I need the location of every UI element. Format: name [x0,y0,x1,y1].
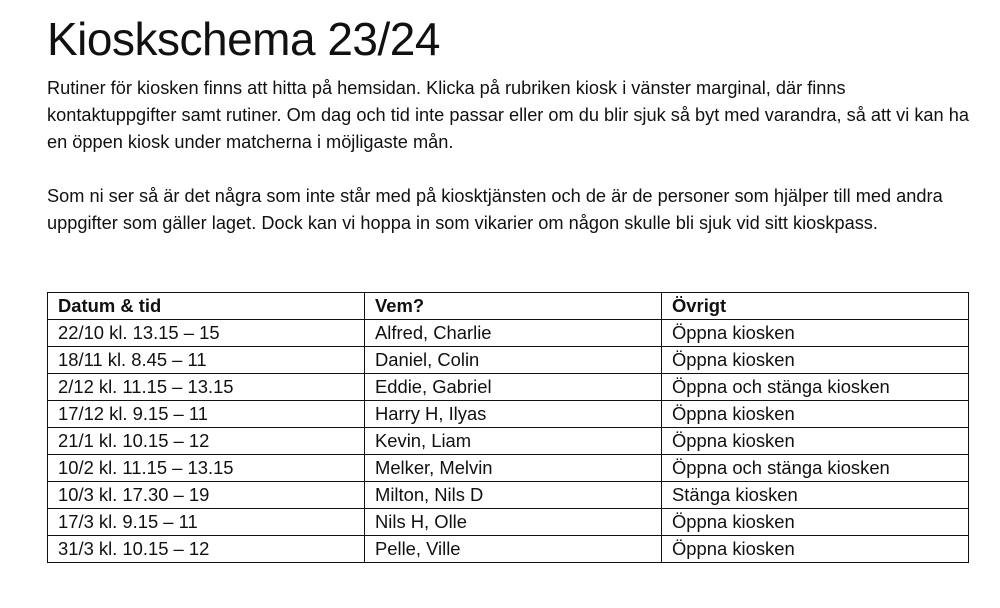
cell-date: 10/3 kl. 17.30 – 19 [48,482,365,509]
intro-paragraph: Rutiner för kiosken finns att hitta på hemsidan. Klicka på rubriken kiosk i vänster marginal, där finns kontaktuppgifter samt rutiner. Om dag och tid inte passar eller om du blir sjuk så byt med varandra, så att vi kan ha en öppen kiosk under matcherna i möjligaste mån. [47,78,969,152]
cell-who: Melker, Melvin [365,455,662,482]
table-header-row [48,293,969,320]
cell-date: 2/12 kl. 11.15 – 13.15 [48,374,365,401]
cell-other: Stänga kiosken [662,482,969,509]
column-header-other: Övrigt [662,293,969,320]
table-row [48,428,969,455]
table-row [48,455,969,482]
info-paragraph: Som ni ser så är det några som inte står med på kiosktjänsten och de är de personer som hjälper till med andra uppgifter som gäller laget. Dock kan vi hoppa in som vikarier om någon skulle bli sjuk vid sitt kioskpass. [47,186,943,233]
table-row [48,509,969,536]
cell-who: Kevin, Liam [365,428,662,455]
cell-other: Öppna och stänga kiosken [662,455,969,482]
cell-other: Öppna kiosken [662,536,969,563]
schedule-table [47,292,969,563]
cell-other: Öppna kiosken [662,428,969,455]
cell-date: 31/3 kl. 10.15 – 12 [48,536,365,563]
cell-other: Öppna kiosken [662,347,969,374]
table-row [48,347,969,374]
cell-date: 22/10 kl. 13.15 – 15 [48,320,365,347]
table-row [48,320,969,347]
cell-who: Milton, Nils D [365,482,662,509]
table-row [48,536,969,563]
cell-date: 17/3 kl. 9.15 – 11 [48,509,365,536]
column-header-who: Vem? [365,293,662,320]
cell-date: 10/2 kl. 11.15 – 13.15 [48,455,365,482]
page-title: Kioskschema 23/24 [47,13,440,65]
cell-who: Nils H, Olle [365,509,662,536]
cell-who: Alfred, Charlie [365,320,662,347]
cell-other: Öppna kiosken [662,401,969,428]
table-row [48,401,969,428]
column-header-date: Datum & tid [48,293,365,320]
cell-other: Öppna och stänga kiosken [662,374,969,401]
cell-who: Eddie, Gabriel [365,374,662,401]
cell-who: Harry H, Ilyas [365,401,662,428]
cell-who: Pelle, Ville [365,536,662,563]
table-row [48,482,969,509]
cell-who: Daniel, Colin [365,347,662,374]
cell-date: 18/11 kl. 8.45 – 11 [48,347,365,374]
cell-date: 21/1 kl. 10.15 – 12 [48,428,365,455]
cell-other: Öppna kiosken [662,320,969,347]
cell-date: 17/12 kl. 9.15 – 11 [48,401,365,428]
table-row [48,374,969,401]
cell-other: Öppna kiosken [662,509,969,536]
